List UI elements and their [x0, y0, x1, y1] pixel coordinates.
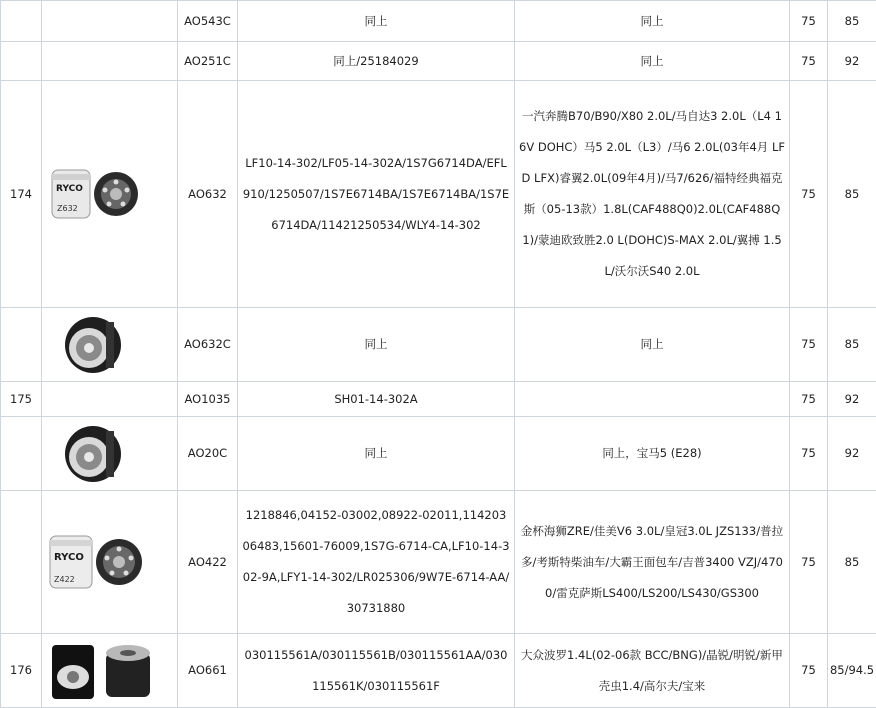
oe-numbers: 同上/25184029 [238, 42, 515, 81]
value-b: 92 [828, 382, 876, 417]
product-image-cell [42, 1, 178, 42]
oil-filter-photo [48, 423, 177, 485]
value-a: 75 [790, 1, 828, 42]
applications: 大众波罗1.4L(02-06款 BCC/BNG)/晶锐/明锐/新甲壳虫1.4/高尔夫/宝来 [515, 634, 790, 708]
value-b: 92 [828, 42, 876, 81]
applications: 同上 [515, 308, 790, 382]
product-image-cell [42, 634, 178, 708]
product-image-cell [42, 491, 178, 634]
oe-numbers: 同上 [238, 308, 515, 382]
svg-text:RYCO: RYCO [56, 184, 83, 194]
value-b: 85 [828, 81, 876, 308]
value-a: 75 [790, 382, 828, 417]
value-b: 85 [828, 308, 876, 382]
row-number [1, 491, 42, 634]
applications: 金杯海狮ZRE/佳美V6 3.0L/皇冠3.0L JZS133/普拉多/考斯特柴油车/大霸王面包车/吉普3400 VZJ/4700/雷克萨斯LS400/LS200/LS430/GS300 [515, 491, 790, 634]
product-image-cell [42, 42, 178, 81]
applications: 同上 [515, 42, 790, 81]
oil-filter-icon [48, 164, 140, 224]
value-a: 75 [790, 417, 828, 491]
value-a: 75 [790, 42, 828, 81]
row-number [1, 42, 42, 81]
part-code: AO632 [178, 81, 238, 308]
oe-numbers: 同上 [238, 417, 515, 491]
svg-text:Z422: Z422 [54, 575, 75, 584]
part-code: AO632C [178, 308, 238, 382]
oil-filter-photo [48, 314, 177, 376]
oil-filter-icon [62, 423, 124, 485]
value-a: 75 [790, 634, 828, 708]
part-code: AO543C [178, 1, 238, 42]
row-number [1, 308, 42, 382]
oil-filter-icon [48, 530, 144, 594]
part-code: AO422 [178, 491, 238, 634]
value-b: 85/94.5 [828, 634, 876, 708]
oe-numbers: 030115561A/030115561B/030115561AA/030115561K/030115561F [238, 634, 515, 708]
value-a: 75 [790, 81, 828, 308]
part-code: AO1035 [178, 382, 238, 417]
table-row [1, 42, 876, 81]
oil-filter-photo [48, 639, 177, 703]
table-row [1, 1, 876, 42]
row-number: 175 [1, 382, 42, 417]
svg-text:Z632: Z632 [57, 204, 78, 213]
product-image-cell [42, 81, 178, 308]
oe-numbers: LF10-14-302/LF05-14-302A/1S7G6714DA/EFL910/1250507/1S7E6714BA/1S7E6714BA/1S7E6714DA/11421250534/WLY4-14-302 [238, 81, 515, 308]
row-number: 174 [1, 81, 42, 308]
applications: 同上 [515, 1, 790, 42]
oil-filter-photo [48, 530, 177, 594]
value-a: 75 [790, 308, 828, 382]
table-row [1, 491, 876, 634]
oil-filter-icon [62, 314, 124, 376]
value-b: 85 [828, 1, 876, 42]
product-image-cell [42, 382, 178, 417]
product-image-cell [42, 417, 178, 491]
oe-numbers: SH01-14-302A [238, 382, 515, 417]
part-code: AO661 [178, 634, 238, 708]
applications: 一汽奔腾B70/B90/X80 2.0L/马自达3 2.0L（L4 16V DOHC）马5 2.0L（L3）/马6 2.0L(03年4月 LFD LFX)睿翼2.0L(09年4月)/马7/626/福特经典福克斯（05-13款）1.8L(CAF488Q0)2.0L(CAF488Q1)/蒙迪欧致胜2.0 L(DOHC)S-MAX 2.0L/翼搏 1.5L/沃尔沃S40 2.0L [515, 81, 790, 308]
svg-text:RYCO: RYCO [54, 552, 84, 563]
value-b: 85 [828, 491, 876, 634]
oil-filter-photo [48, 164, 177, 224]
value-b: 92 [828, 417, 876, 491]
row-number [1, 417, 42, 491]
product-image-cell [42, 308, 178, 382]
applications: 同上，宝马5 (E28) [515, 417, 790, 491]
oe-numbers: 1218846,04152-03002,08922-02011,11420306483,15601-76009,1S7G-6714-CA,LF10-14-302-9A,LFY1-14-302/LR025306/9W7E-6714-AA/30731880 [238, 491, 515, 634]
table-row [1, 81, 876, 308]
oil-filter-icon [48, 639, 158, 703]
table-row [1, 417, 876, 491]
part-code: AO20C [178, 417, 238, 491]
value-a: 75 [790, 491, 828, 634]
applications [515, 382, 790, 417]
row-number [1, 1, 42, 42]
oe-numbers: 同上 [238, 1, 515, 42]
row-number: 176 [1, 634, 42, 708]
table-row [1, 634, 876, 708]
table-row [1, 308, 876, 382]
table-row [1, 382, 876, 417]
part-code: AO251C [178, 42, 238, 81]
